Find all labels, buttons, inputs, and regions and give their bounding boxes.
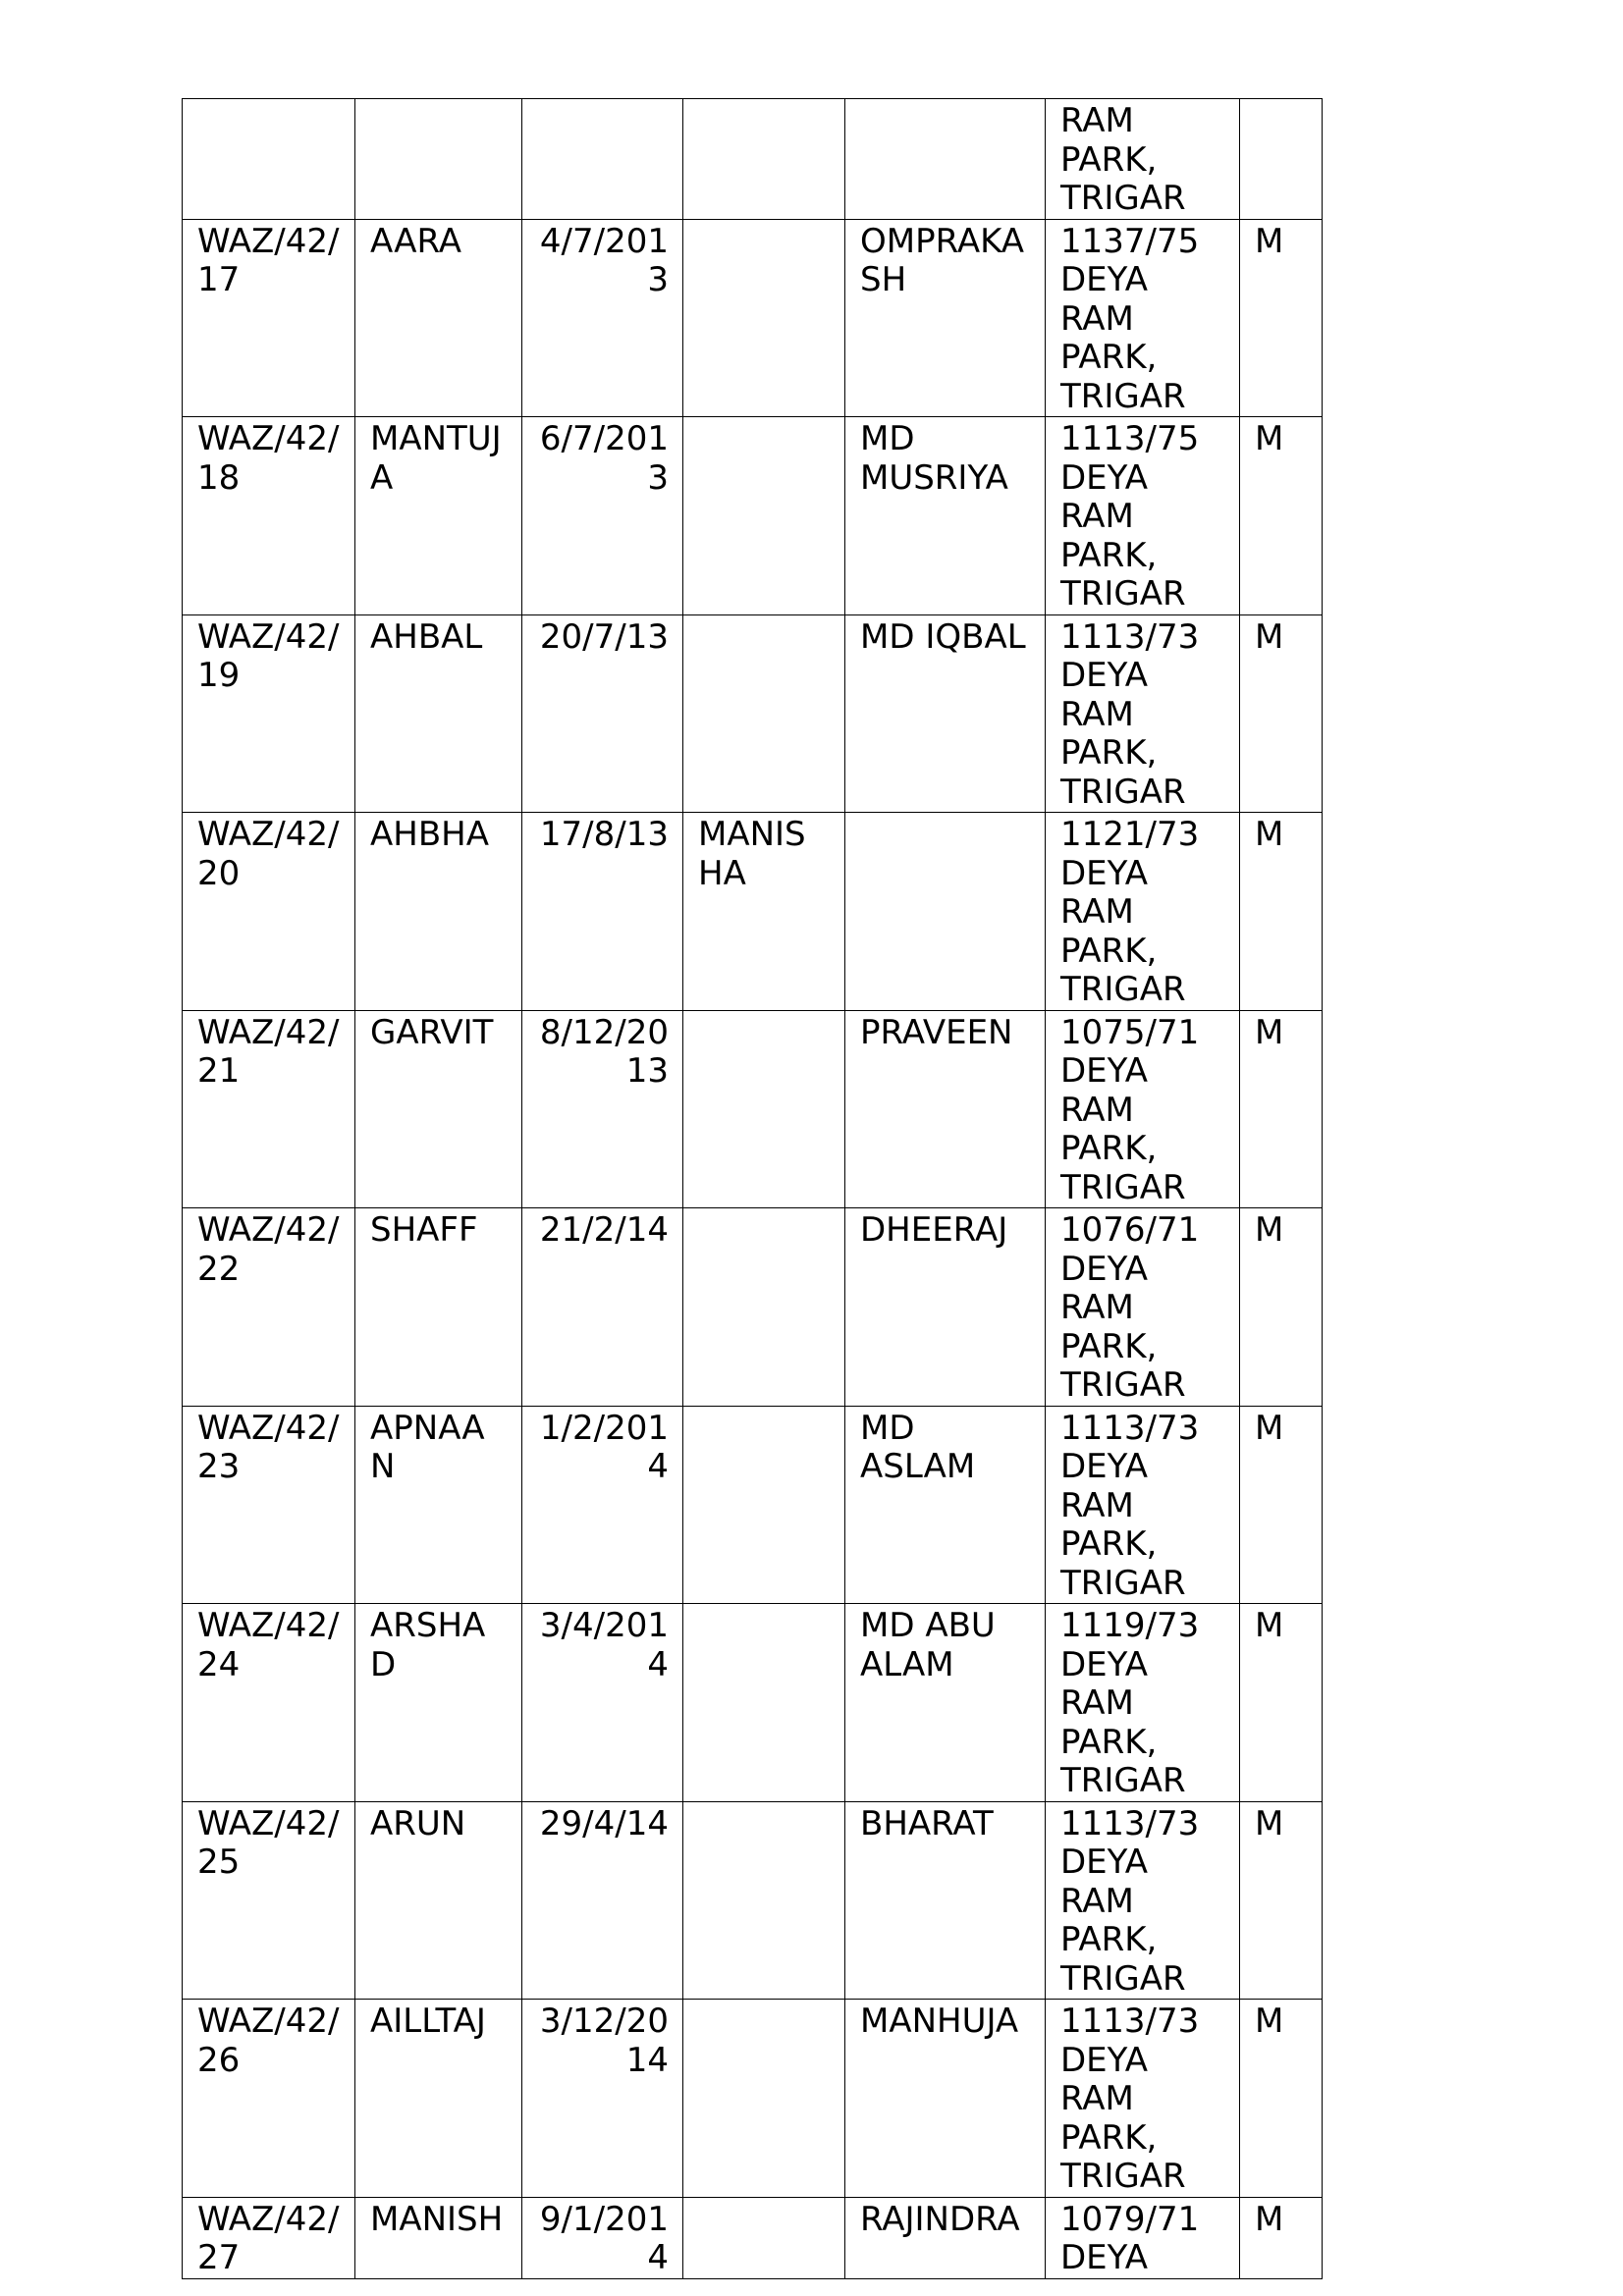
mother-name-line: HA	[698, 853, 746, 893]
address-line: DEYA	[1060, 457, 1149, 498]
dob-line: 4	[647, 1644, 669, 1684]
mother-name-cell	[683, 219, 845, 417]
dob-line: 14	[625, 2040, 669, 2080]
address-line: RAM	[1060, 1288, 1134, 1327]
address-line: PARK,	[1060, 1722, 1158, 1762]
address-line: 1076/71	[1060, 1210, 1200, 1250]
table-row	[183, 2000, 1323, 2198]
dob-line: 3	[647, 457, 669, 498]
dob-cell	[522, 219, 683, 417]
address-line: 1113/73	[1060, 2002, 1200, 2041]
father-name-line: MUSRIYA	[860, 457, 1008, 498]
child-name-line: GARVIT	[370, 1012, 494, 1052]
address-line: PARK,	[1060, 1920, 1158, 1959]
reg-no-line: 27	[197, 2238, 241, 2277]
child-name-line: AHBHA	[370, 815, 489, 854]
mother-name-cell	[683, 2197, 845, 2278]
mother-name-cell	[683, 813, 845, 1011]
reg-no-cell	[183, 1208, 355, 1407]
dob-line: 4	[647, 2238, 669, 2277]
reg-no-line: 17	[197, 260, 241, 299]
child-name-line: N	[370, 1447, 396, 1486]
address-line: DEYA	[1060, 1051, 1149, 1091]
address-cell	[1046, 2197, 1240, 2278]
address-line: TRIGAR	[1060, 376, 1186, 416]
address-cell	[1046, 813, 1240, 1011]
child-name-cell	[355, 1801, 522, 2000]
table-row	[183, 417, 1323, 615]
address-line: PARK,	[1060, 139, 1158, 180]
father-name-line: MD IQBAL	[860, 616, 1026, 657]
dob-cell	[522, 1801, 683, 2000]
table-row	[183, 614, 1323, 813]
dob-cell	[522, 813, 683, 1011]
address-line: PARK,	[1060, 1129, 1158, 1168]
mother-name-cell	[683, 417, 845, 615]
address-line: DEYA	[1060, 1249, 1149, 1289]
table-row	[183, 1406, 1323, 1604]
reg-no-cell	[183, 1010, 355, 1208]
reg-no-line: 26	[197, 2040, 241, 2080]
reg-no-line: WAZ/42/	[197, 815, 340, 854]
register-table	[182, 98, 1323, 2279]
address-line: DEYA	[1060, 260, 1149, 299]
child-name-line: MANISH	[370, 2199, 504, 2239]
dob-cell	[522, 2000, 683, 2198]
reg-no-cell	[183, 219, 355, 417]
table-row	[183, 1208, 1323, 1407]
dob-line: 13	[625, 1051, 669, 1091]
child-name-line: ARSHA	[370, 1606, 486, 1645]
address-line: PARK,	[1060, 338, 1158, 377]
reg-no-cell	[183, 1604, 355, 1802]
address-line: RAM	[1060, 497, 1134, 536]
reg-no-line: 25	[197, 1842, 241, 1882]
table-row	[183, 2197, 1323, 2278]
father-name-cell	[845, 417, 1046, 615]
reg-no-line: 18	[197, 457, 241, 498]
gender-cell	[1240, 1208, 1323, 1407]
father-name-cell	[845, 813, 1046, 1011]
address-line: TRIGAR	[1060, 1761, 1186, 1800]
mother-name-cell	[683, 1406, 845, 1604]
gender-value: M	[1255, 616, 1284, 657]
gender-cell	[1240, 2000, 1323, 2198]
father-name-line: RAJINDRA	[860, 2199, 1020, 2239]
address-cell	[1046, 417, 1240, 615]
father-name-cell	[845, 1604, 1046, 1802]
address-line: RAM	[1060, 1683, 1134, 1723]
address-line: PARK,	[1060, 2117, 1158, 2158]
reg-no-line: 22	[197, 1249, 241, 1289]
address-line: DEYA	[1060, 656, 1149, 695]
child-name-cell	[355, 1406, 522, 1604]
address-line: TRIGAR	[1060, 970, 1186, 1009]
table-row-continued	[183, 99, 1323, 220]
reg-no-line: WAZ/42/	[197, 1210, 340, 1250]
address-line: PARK,	[1060, 931, 1158, 971]
child-name-line: MANTUJ	[370, 419, 502, 458]
father-name-cell	[845, 99, 1046, 220]
dob-cell	[522, 1208, 683, 1407]
father-name-cell	[845, 1208, 1046, 1407]
address-line: 1079/71	[1060, 2199, 1200, 2239]
dob-cell	[522, 1604, 683, 1802]
gender-value: M	[1255, 815, 1284, 854]
dob-line: 3	[647, 260, 669, 299]
father-name-cell	[845, 1801, 1046, 2000]
address-line: RAM	[1060, 892, 1134, 932]
mother-name-cell	[683, 614, 845, 813]
child-name-cell	[355, 614, 522, 813]
reg-no-line: 23	[197, 1447, 241, 1486]
gender-cell	[1240, 1010, 1323, 1208]
dob-cell	[522, 99, 683, 220]
address-cell	[1046, 1604, 1240, 1802]
address-line: 1121/73	[1060, 815, 1200, 854]
address-line: TRIGAR	[1060, 179, 1186, 218]
father-name-cell	[845, 2197, 1046, 2278]
reg-no-cell	[183, 2197, 355, 2278]
dob-line: 1/2/201	[539, 1408, 669, 1448]
address-line: DEYA	[1060, 2238, 1149, 2277]
dob-line: 4	[647, 1447, 669, 1486]
reg-no-line: WAZ/42/	[197, 419, 340, 458]
address-cell	[1046, 219, 1240, 417]
table-row	[183, 1801, 1323, 2000]
father-name-line: BHARAT	[860, 1803, 994, 1843]
dob-line: 29/4/14	[539, 1803, 669, 1843]
address-line: TRIGAR	[1060, 1167, 1186, 1207]
reg-no-line: WAZ/42/	[197, 2002, 340, 2041]
address-line: 1113/73	[1060, 1408, 1200, 1448]
dob-line: 9/1/201	[539, 2199, 669, 2239]
address-cell	[1046, 2000, 1240, 2198]
child-name-line: D	[370, 1644, 397, 1684]
child-name-cell	[355, 219, 522, 417]
child-name-line: SHAFF	[370, 1210, 478, 1250]
father-name-line: DHEERAJ	[860, 1210, 1008, 1250]
gender-cell	[1240, 813, 1323, 1011]
child-name-cell	[355, 417, 522, 615]
address-line: TRIGAR	[1060, 2157, 1186, 2196]
dob-line: 8/12/20	[539, 1012, 669, 1052]
father-name-line: ASLAM	[860, 1447, 976, 1486]
reg-no-cell	[183, 99, 355, 220]
child-name-line: AHBAL	[370, 616, 483, 657]
child-name-line: AILLTAJ	[370, 2002, 486, 2041]
child-name-cell	[355, 2000, 522, 2198]
address-line: 1113/75	[1060, 419, 1200, 458]
address-cell	[1046, 1406, 1240, 1604]
address-line: 1113/73	[1060, 616, 1200, 657]
reg-no-line: WAZ/42/	[197, 1606, 340, 1645]
child-name-cell	[355, 1010, 522, 1208]
gender-value: M	[1255, 1606, 1284, 1645]
address-cell	[1046, 1208, 1240, 1407]
address-line: 1075/71	[1060, 1012, 1200, 1052]
dob-cell	[522, 417, 683, 615]
father-name-line: MD	[860, 419, 915, 458]
gender-cell	[1240, 1406, 1323, 1604]
child-name-cell	[355, 813, 522, 1011]
gender-value: M	[1255, 1210, 1284, 1250]
father-name-cell	[845, 614, 1046, 813]
gender-cell	[1240, 219, 1323, 417]
address-line: DEYA	[1060, 2040, 1149, 2080]
father-name-line: MANHUJA	[860, 2002, 1019, 2041]
address-line: RAM	[1060, 1881, 1134, 1921]
dob-line: 20/7/13	[539, 616, 669, 657]
reg-no-line: 20	[197, 853, 241, 893]
address-line: TRIGAR	[1060, 574, 1186, 614]
reg-no-cell	[183, 2000, 355, 2198]
gender-cell	[1240, 2197, 1323, 2278]
reg-no-line: WAZ/42/	[197, 1803, 340, 1843]
gender-cell	[1240, 614, 1323, 813]
reg-no-cell	[183, 417, 355, 615]
dob-line: 6/7/201	[539, 419, 669, 458]
address-line: TRIGAR	[1060, 1365, 1186, 1405]
father-name-cell	[845, 2000, 1046, 2198]
table-row	[183, 813, 1323, 1011]
child-name-cell	[355, 2197, 522, 2278]
address-line: RAM	[1060, 1090, 1134, 1130]
father-name-cell	[845, 219, 1046, 417]
address-cell	[1046, 1010, 1240, 1208]
child-name-cell	[355, 99, 522, 220]
reg-no-cell	[183, 1406, 355, 1604]
child-name-line: ARUN	[370, 1803, 466, 1843]
gender-value: M	[1255, 1012, 1284, 1052]
gender-cell	[1240, 1604, 1323, 1802]
address-line: RAM	[1060, 2079, 1134, 2118]
reg-no-cell	[183, 614, 355, 813]
reg-no-line: 21	[197, 1051, 241, 1091]
address-line: TRIGAR	[1060, 1958, 1186, 1999]
child-name-cell	[355, 1208, 522, 1407]
address-line: TRIGAR	[1060, 1563, 1186, 1603]
gender-value: M	[1255, 1803, 1284, 1843]
address-line: PARK,	[1060, 733, 1158, 773]
address-line: RAM	[1060, 694, 1134, 734]
reg-no-line: WAZ/42/	[197, 221, 340, 261]
address-line: RAM	[1060, 101, 1134, 140]
address-line: PARK,	[1060, 1326, 1158, 1366]
mother-name-cell	[683, 1801, 845, 2000]
gender-value: M	[1255, 2002, 1284, 2041]
reg-no-cell	[183, 1801, 355, 2000]
gender-cell	[1240, 417, 1323, 615]
register-table-body	[183, 99, 1323, 2279]
dob-cell	[522, 1406, 683, 1604]
father-name-line: PRAVEEN	[860, 1012, 1013, 1052]
address-line: 1119/73	[1060, 1606, 1200, 1645]
address-cell	[1046, 614, 1240, 813]
address-line: PARK,	[1060, 535, 1158, 575]
child-name-cell	[355, 1604, 522, 1802]
gender-value: M	[1255, 1408, 1284, 1448]
father-name-line: MD	[860, 1408, 915, 1448]
mother-name-cell	[683, 1604, 845, 1802]
address-line: DEYA	[1060, 853, 1149, 893]
mother-name-cell	[683, 1208, 845, 1407]
gender-value: M	[1255, 221, 1284, 261]
father-name-line: MD ABU	[860, 1606, 996, 1645]
address-line: RAM	[1060, 1485, 1134, 1525]
reg-no-line: 19	[197, 656, 241, 695]
gender-value: M	[1255, 419, 1284, 458]
father-name-line: ALAM	[860, 1644, 954, 1684]
address-line: 1137/75	[1060, 221, 1200, 261]
address-line: 1113/73	[1060, 1803, 1200, 1843]
reg-no-line: WAZ/42/	[197, 1012, 340, 1052]
gender-cell	[1240, 1801, 1323, 2000]
father-name-line: OMPRAKA	[860, 221, 1025, 261]
mother-name-cell	[683, 99, 845, 220]
reg-no-line: 24	[197, 1644, 241, 1684]
father-name-cell	[845, 1406, 1046, 1604]
table-row	[183, 219, 1323, 417]
address-cell	[1046, 1801, 1240, 2000]
dob-cell	[522, 1010, 683, 1208]
address-cell	[1046, 99, 1240, 220]
mother-name-cell	[683, 1010, 845, 1208]
address-line: PARK,	[1060, 1524, 1158, 1564]
dob-line: 21/2/14	[539, 1210, 669, 1250]
dob-line: 17/8/13	[539, 815, 669, 854]
reg-no-line: WAZ/42/	[197, 2199, 340, 2239]
reg-no-cell	[183, 813, 355, 1011]
father-name-cell	[845, 1010, 1046, 1208]
mother-name-line: MANIS	[698, 815, 806, 854]
child-name-line: A	[370, 457, 394, 498]
dob-line: 3/4/201	[539, 1606, 669, 1645]
table-row	[183, 1604, 1323, 1802]
dob-cell	[522, 614, 683, 813]
address-line: RAM	[1060, 298, 1134, 339]
dob-line: 4/7/201	[539, 221, 669, 261]
address-line: DEYA	[1060, 1447, 1149, 1486]
reg-no-line: WAZ/42/	[197, 1408, 340, 1448]
father-name-line: SH	[860, 260, 907, 299]
address-line: TRIGAR	[1060, 772, 1186, 812]
child-name-line: APNAA	[370, 1408, 485, 1448]
dob-cell	[522, 2197, 683, 2278]
address-line: DEYA	[1060, 1842, 1149, 1882]
child-name-line: AARA	[370, 221, 461, 261]
table-row	[183, 1010, 1323, 1208]
reg-no-line: WAZ/42/	[197, 616, 340, 657]
dob-line: 3/12/20	[539, 2002, 669, 2041]
gender-value: M	[1255, 2199, 1284, 2239]
mother-name-cell	[683, 2000, 845, 2198]
gender-cell	[1240, 99, 1323, 220]
address-line: DEYA	[1060, 1644, 1149, 1684]
